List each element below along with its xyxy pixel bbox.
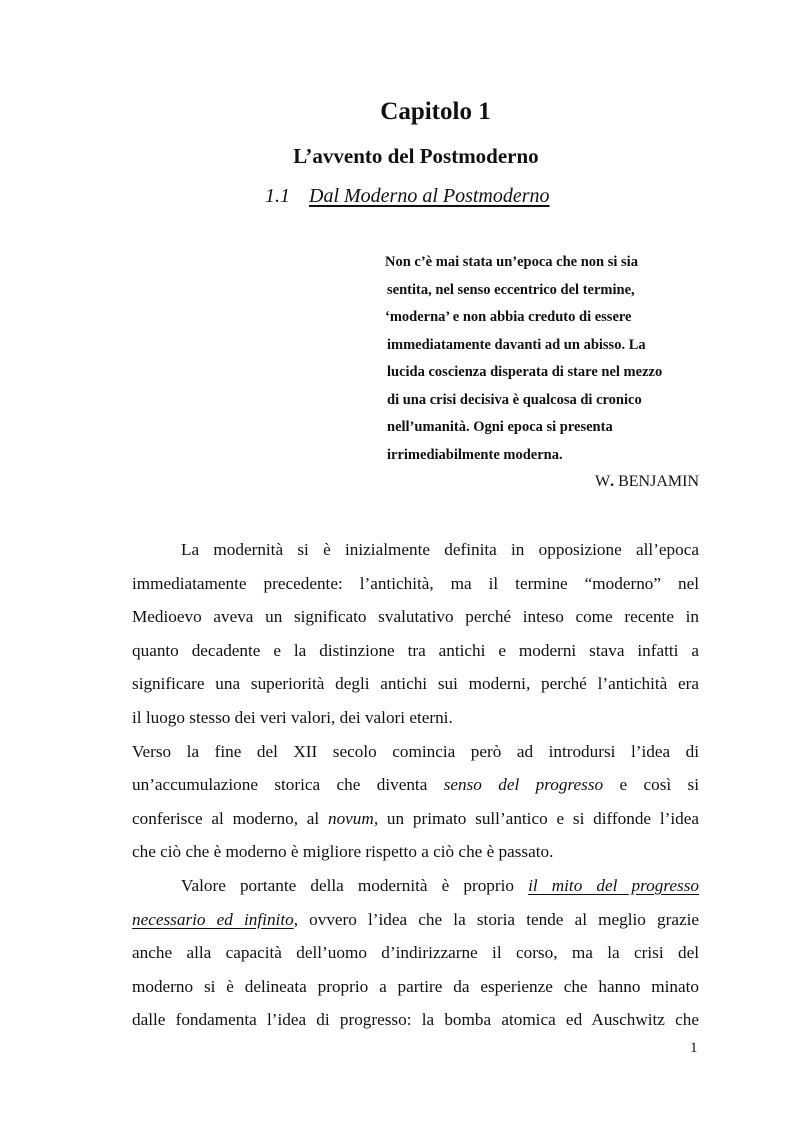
text-run: conferisce al moderno, al [132,808,328,828]
body-line: significare una superiorità degli antichi sui moderni, perché l’antichità era [132,674,699,694]
body-line: che ciò che è moderno è migliore rispetto a ciò che è passato. [132,842,554,862]
author-name: BENJAMIN [614,473,699,490]
epigraph-line: di una crisi decisiva è qualcosa di cronico [387,391,642,408]
text-run: un’accumulazione storica che diventa [132,775,444,795]
section-number: 1.1 [265,185,290,207]
body-line [132,768,699,802]
body-text [132,533,699,1037]
epigraph-line: ‘moderna’ e non abbia creduto di essere [385,309,632,325]
text-run: , un primato sull’antico e si diffonde l’idea [373,808,699,828]
body-line: immediatamente precedente: l’antichità, ma il termine “moderno” nel [132,573,699,593]
body-line [132,869,699,903]
epigraph-line: immediatamente davanti ad un abisso. La [387,336,646,353]
section-heading [265,183,550,209]
epigraph-line: nell’umanità. Ogni epoca si presenta [387,419,613,435]
body-line: il luogo stesso dei veri valori, dei valori eterni. [132,707,453,727]
author-separator: . [610,473,615,490]
section-title: Dal Moderno al Postmoderno [309,185,550,207]
chapter-title: Capitolo 1 [380,98,491,125]
page-number: 1 [690,1040,698,1056]
body-line: moderno si è delineata proprio a partire da esperienze che hanno minato [132,976,699,996]
epigraph-line: Non c’è mai stata un’epoca che non si sia [385,254,638,270]
body-line: La modernità si è inizialmente definita in opposizione all’epoca [181,540,699,559]
epigraph-line: sentita, nel senso eccentrico del termine, [387,281,635,298]
body-line [132,903,699,937]
body-line [132,802,699,836]
body-line: quanto decadente e la distinzione tra antichi e moderni stava infatti a [132,640,699,660]
epigraph-author [595,469,699,495]
body-line: Medioevo aveva un significato svalutativo perché inteso come recente in [132,607,699,627]
author-initial: W [595,473,611,490]
text-run: Valore portante della modernità è proprio [181,875,529,895]
emphasis-text: necessario ed infinito [132,909,294,929]
body-line: Verso la fine del XII secolo comincia però ad introdursi l’idea di [132,741,699,761]
chapter-subtitle: L’avvento del Postmoderno [293,144,539,168]
emphasis-text: il mito del progresso [528,875,699,895]
emphasis-text: novum [327,808,374,828]
text-run: , ovvero l’idea che la storia tende al meglio grazie [293,909,699,929]
epigraph-quote [385,249,705,469]
emphasis-text: senso del progresso [443,775,604,795]
text-run: e così si [603,775,699,795]
body-line: anche alla capacità dell’uomo d’indirizzarne il corso, ma la crisi del [132,943,699,963]
body-line: dalle fondamenta l’idea di progresso: la bomba atomica ed Auschwitz che [132,1010,699,1030]
epigraph-line: irrimediabilmente moderna. [387,446,563,463]
epigraph-line: lucida coscienza disperata di stare nel mezzo [387,364,663,380]
